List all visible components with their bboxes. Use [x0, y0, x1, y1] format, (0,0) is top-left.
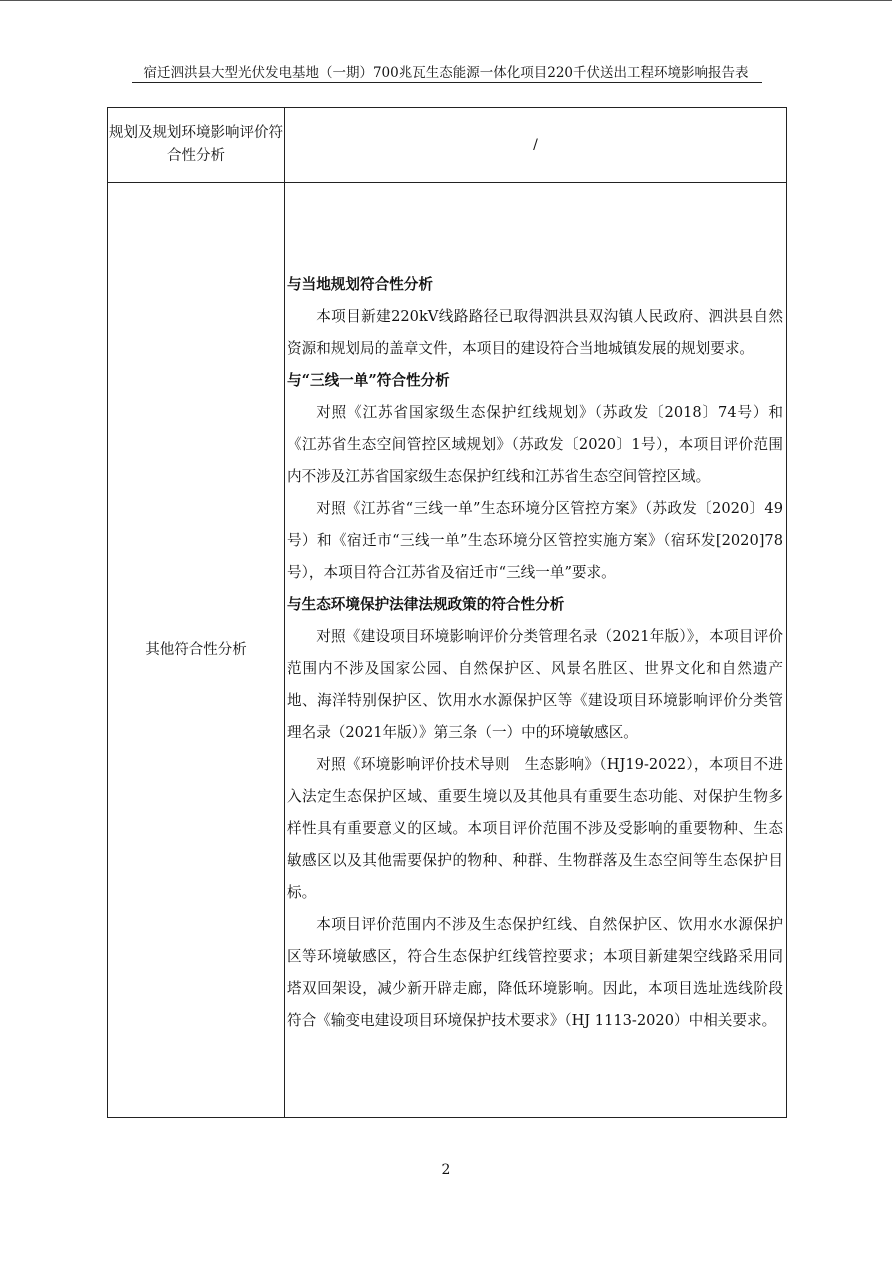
header-underline [132, 82, 762, 83]
paragraph-zoning-control: 对照《江苏省“三线一单”生态环境分区管控方案》（苏政发〔2020〕49号）和《宿迁市“三线一单”生态环境分区管控实施方案》（宿环发[2020]78号），本项目符合江苏省及宿迁市“三线一单”要求。 [287, 500, 783, 581]
paragraph-site-selection: 本项目评价范围内不涉及生态保护红线、自然保护区、饮用水水源保护区等环境敏感区，符合生态保护红线管控要求；本项目新建架空线路采用同塔双回架设，减少新开辟走廊，降低环境影响。因此，本项目选址选线阶段符合《输变电建设项目环境保护技术要求》（HJ 1113-2020）中相关要求。 [287, 916, 783, 1029]
table-row-other [108, 183, 787, 1118]
compliance-table [107, 107, 787, 1118]
report-header-title: 宿迁泗洪县大型光伏发电基地（一期）700兆瓦生态能源一体化项目220千伏送出工程环境影响报告表 [143, 65, 749, 81]
row-label-planning: 规划及规划环境影响评价符合性分析 [108, 108, 285, 183]
row-value-planning: / [285, 108, 787, 183]
analysis-content [285, 263, 786, 1037]
section-heading-three-lines: 与“三线一单”符合性分析 [287, 372, 450, 389]
page-number: 2 [441, 1162, 451, 1178]
paragraph-technical-guideline: 对照《环境影响评价技术导则 生态影响》（HJ19-2022），本项目不进入法定生态保护区域、重要生境以及其他具有重要生态功能、对保护生物多样性具有重要意义的区域。本项目评价范围不涉及受影响的重要物种、生态敏感区以及其他需要保护的物种、种群、生物群落及生态空间等生态保护目标。 [287, 756, 783, 901]
page-top-border [0, 0, 892, 1]
section-heading-local-planning: 与当地规划符合性分析 [287, 276, 433, 293]
paragraph-classification-catalog: 对照《建设项目环境影响评价分类管理名录（2021年版）》，本项目评价范围内不涉及国家公园、自然保护区、风景名胜区、世界文化和自然遗产地、海洋特别保护区、饮用水水源保护区等《建设项目环境影响评价分类管理名录（2021年版）》第三条（一）中的环境敏感区。 [287, 628, 783, 741]
row-label-other: 其他符合性分析 [108, 183, 285, 1118]
row-content-other [285, 183, 787, 1118]
paragraph-ecological-redline: 对照《江苏省国家级生态保护红线规划》（苏政发〔2018〕74号）和《江苏省生态空间管控区域规划》（苏政发〔2020〕1号），本项目评价范围内不涉及江苏省国家级生态保护红线和江苏省生态空间管控区域。 [287, 404, 783, 485]
table-row-planning [108, 108, 787, 183]
paragraph-local-planning: 本项目新建220kV线路路径已取得泗洪县双沟镇人民政府、泗洪县自然资源和规划局的盖章文件，本项目的建设符合当地城镇发展的规划要求。 [287, 308, 783, 357]
section-heading-laws-policies: 与生态环境保护法律法规政策的符合性分析 [287, 596, 565, 613]
